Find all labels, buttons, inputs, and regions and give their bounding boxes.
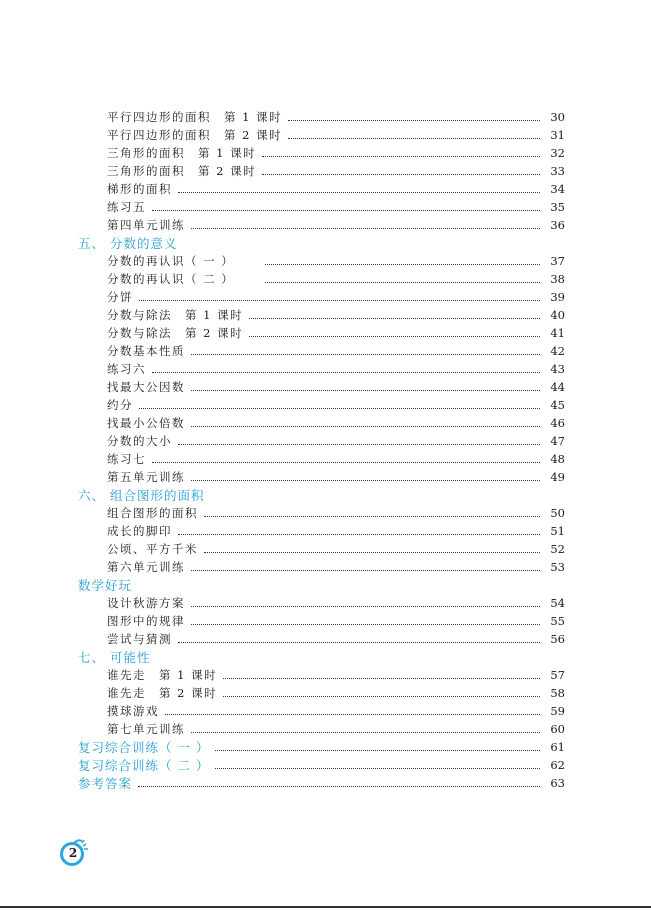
toc-entry — [0, 306, 651, 324]
toc-entry-title: 练习五 — [107, 200, 146, 214]
toc-section-heading — [0, 756, 651, 774]
toc-entry-page: 33 — [550, 164, 565, 178]
dot-leader — [288, 137, 540, 139]
toc-entry-page: 50 — [550, 506, 565, 520]
toc-entry-page: 52 — [550, 542, 565, 556]
toc-entry-page: 47 — [550, 434, 565, 448]
toc-entry — [0, 522, 651, 540]
toc-entry-page: 56 — [550, 632, 565, 646]
dot-leader — [223, 677, 540, 679]
toc-entry — [0, 270, 651, 288]
dot-leader — [204, 515, 540, 517]
toc-entry — [0, 468, 651, 486]
toc-section-heading — [0, 576, 651, 594]
toc-entry — [0, 594, 651, 612]
toc-entry — [0, 162, 651, 180]
dot-leader — [191, 227, 540, 229]
toc-entry-title: 练习七 — [107, 452, 146, 466]
toc-entry — [0, 144, 651, 162]
dot-leader — [249, 335, 540, 337]
toc-entry-title: 平行四边形的面积 第 1 课时 — [107, 110, 283, 124]
toc-entry-title: 摸球游戏 — [107, 704, 159, 718]
toc-entry-title: 成长的脚印 — [107, 524, 172, 538]
page-number-badge — [58, 838, 88, 868]
bottom-rule — [0, 906, 651, 908]
toc-entry-page: 41 — [550, 326, 565, 340]
dot-leader — [165, 713, 540, 715]
toc-entry-page: 60 — [550, 722, 565, 736]
toc-entry-title: 数学好玩 — [78, 578, 133, 593]
toc-entry-page: 63 — [550, 776, 565, 790]
toc-entry-page: 43 — [550, 362, 565, 376]
toc-entry-page: 59 — [550, 704, 565, 718]
toc-entry-title: 设计秋游方案 — [107, 596, 185, 610]
toc-entry-page: 46 — [550, 416, 565, 430]
toc-entry-title: 平行四边形的面积 第 2 课时 — [107, 128, 283, 142]
dot-leader — [191, 353, 540, 355]
toc-entry-page: 39 — [550, 290, 565, 304]
dot-leader — [262, 155, 540, 157]
toc-entry-title: 梯形的面积 — [107, 182, 172, 196]
toc-entry — [0, 324, 651, 342]
toc-entry — [0, 702, 651, 720]
toc-entry-title: 分数的再认识（ 二 ） — [107, 272, 235, 286]
toc-entry-title: 三角形的面积 第 2 课时 — [107, 164, 257, 178]
dot-leader — [262, 173, 540, 175]
toc-entry-title: 复习综合训练（ 二 ） — [78, 758, 210, 773]
toc-entry — [0, 432, 651, 450]
toc-entry-title: 第七单元训练 — [107, 722, 185, 736]
toc-entry-title: 分饼 — [107, 290, 133, 304]
toc-entry-title: 第四单元训练 — [107, 218, 185, 232]
toc-entry-page: 54 — [550, 596, 565, 610]
toc-entry-page: 48 — [550, 452, 565, 466]
toc-entry — [0, 108, 651, 126]
toc-entry-page: 58 — [550, 686, 565, 700]
toc-entry — [0, 252, 651, 270]
toc-entry-title: 谁先走 第 1 课时 — [107, 668, 218, 682]
toc-entry-page: 49 — [550, 470, 565, 484]
dot-leader — [191, 605, 540, 607]
dot-leader — [152, 371, 540, 373]
dot-leader — [215, 749, 540, 751]
dot-leader — [152, 209, 540, 211]
toc-entry — [0, 540, 651, 558]
toc-entry-page: 51 — [550, 524, 565, 538]
toc-entry-title: 练习六 — [107, 362, 146, 376]
toc-entry-title: 参考答案 — [78, 776, 133, 791]
dot-leader — [223, 695, 540, 697]
toc-entry-title: 七、 可能性 — [78, 650, 151, 665]
dot-leader — [191, 479, 540, 481]
toc-entry-title: 分数与除法 第 2 课时 — [107, 326, 244, 340]
dot-leader — [265, 281, 540, 283]
toc-entry — [0, 630, 651, 648]
toc-entry — [0, 666, 651, 684]
toc-entry — [0, 414, 651, 432]
toc-entry-page: 55 — [550, 614, 565, 628]
dot-leader — [139, 299, 540, 301]
toc-entry-title: 复习综合训练（ 一 ） — [78, 740, 210, 755]
toc-entry-page: 57 — [550, 668, 565, 682]
toc-entry-title: 分数的大小 — [107, 434, 172, 448]
dot-leader — [288, 119, 540, 121]
dot-leader — [178, 641, 540, 643]
toc-entry — [0, 450, 651, 468]
toc-section-heading — [0, 648, 651, 666]
toc-entry-title: 五、 分数的意义 — [78, 236, 178, 251]
toc-entry — [0, 180, 651, 198]
dot-leader — [191, 425, 540, 427]
dot-leader — [191, 389, 540, 391]
toc-section-heading — [0, 486, 651, 504]
dot-leader — [249, 317, 540, 319]
toc-entry-page: 30 — [550, 110, 565, 124]
toc-entry-page: 45 — [550, 398, 565, 412]
toc-entry-title: 图形中的规律 — [107, 614, 185, 628]
toc-section-heading — [0, 738, 651, 756]
dot-leader — [191, 569, 540, 571]
toc-entry-page: 34 — [550, 182, 565, 196]
toc-entry-page: 42 — [550, 344, 565, 358]
toc-entry — [0, 198, 651, 216]
toc-entry-page: 35 — [550, 200, 565, 214]
dot-leader — [138, 785, 540, 787]
toc-entry — [0, 378, 651, 396]
toc-entry-title: 第六单元训练 — [107, 560, 185, 574]
toc-entry-page: 40 — [550, 308, 565, 322]
toc-entry-title: 约分 — [107, 398, 133, 412]
toc-entry — [0, 342, 651, 360]
toc-entry-page: 37 — [550, 254, 565, 268]
dot-leader — [178, 443, 540, 445]
toc-entry — [0, 684, 651, 702]
toc-entry-page: 62 — [550, 758, 565, 772]
dot-leader — [204, 551, 540, 553]
dot-leader — [152, 461, 540, 463]
toc-entry — [0, 288, 651, 306]
toc-entry-title: 找最大公因数 — [107, 380, 185, 394]
toc-entry — [0, 216, 651, 234]
toc-entry — [0, 558, 651, 576]
toc-entry-title: 六、 组合图形的面积 — [78, 488, 205, 503]
toc-entry — [0, 504, 651, 522]
toc-entry — [0, 396, 651, 414]
toc-entry-title: 公顷、平方千米 — [107, 542, 198, 556]
toc-entry-title: 谁先走 第 2 课时 — [107, 686, 218, 700]
dot-leader — [178, 533, 540, 535]
dot-leader — [265, 263, 540, 265]
toc-entry — [0, 612, 651, 630]
dot-leader — [191, 623, 540, 625]
toc-entry — [0, 360, 651, 378]
dot-leader — [191, 731, 540, 733]
toc-entry-page: 44 — [550, 380, 565, 394]
toc-entry-title: 尝试与猜测 — [107, 632, 172, 646]
toc-entry-title: 三角形的面积 第 1 课时 — [107, 146, 257, 160]
toc-entry-title: 分数基本性质 — [107, 344, 185, 358]
toc-entry-title: 分数的再认识（ 一 ） — [107, 254, 235, 268]
toc-entry-title: 分数与除法 第 1 课时 — [107, 308, 244, 322]
dot-leader — [139, 407, 540, 409]
toc-section-heading — [0, 234, 651, 252]
toc-entry-page: 38 — [550, 272, 565, 286]
toc-entry — [0, 720, 651, 738]
toc-entry-title: 第五单元训练 — [107, 470, 185, 484]
toc-entry-page: 53 — [550, 560, 565, 574]
page-number: 2 — [68, 846, 78, 860]
toc-entry-page: 31 — [550, 128, 565, 142]
dot-leader — [215, 767, 540, 769]
toc-entry-page: 32 — [550, 146, 565, 160]
toc-section-heading — [0, 774, 651, 792]
toc-entry — [0, 126, 651, 144]
toc-entry-title: 组合图形的面积 — [107, 506, 198, 520]
toc-entry-page: 36 — [550, 218, 565, 232]
dot-leader — [178, 191, 540, 193]
toc-entry-page: 61 — [550, 740, 565, 754]
toc-entry-title: 找最小公倍数 — [107, 416, 185, 430]
